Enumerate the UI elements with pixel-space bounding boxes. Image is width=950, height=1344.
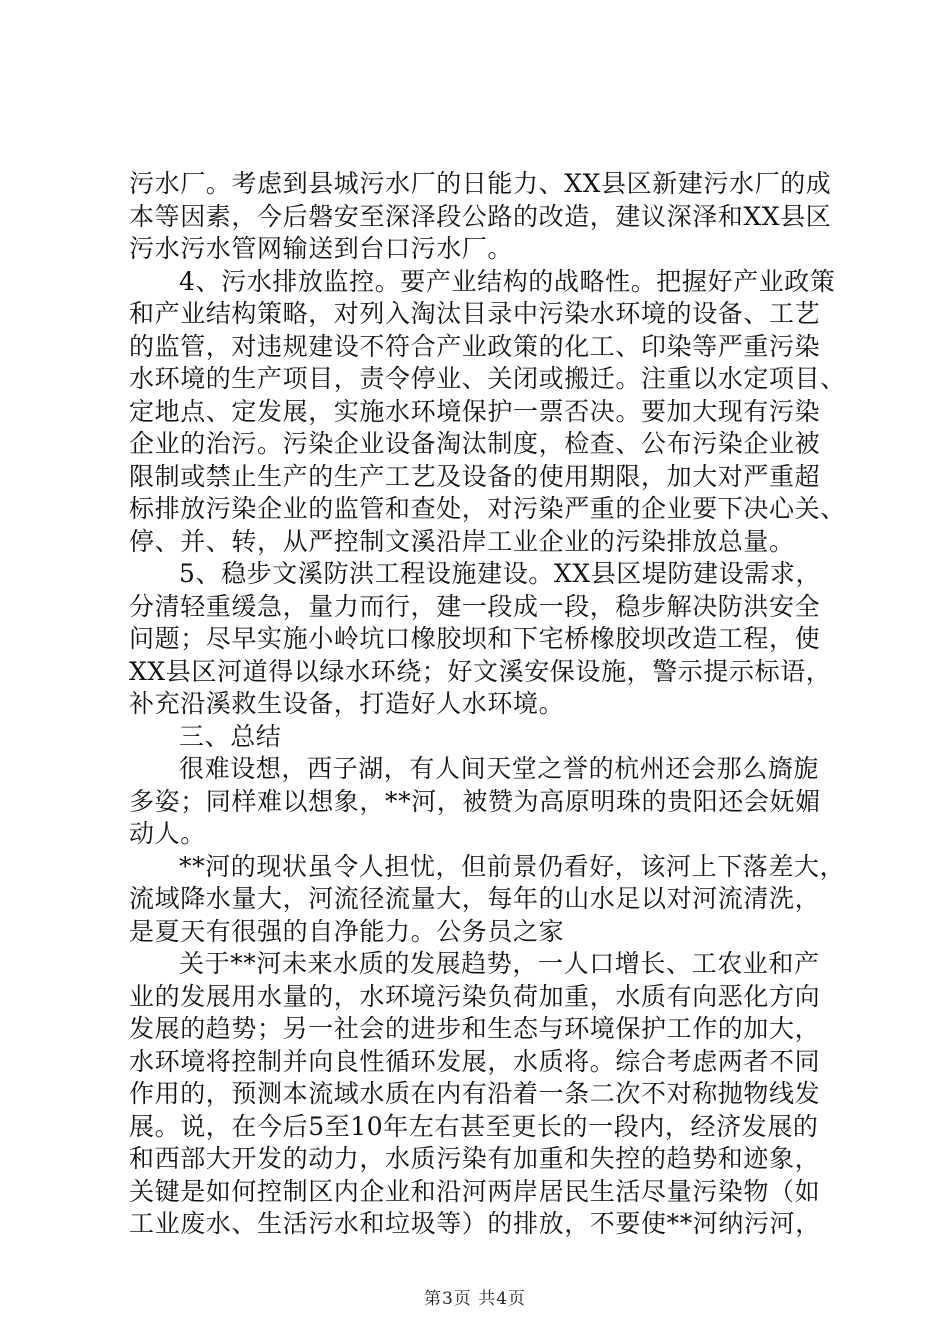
text-line: 补充沿溪救生设备，打造好人水环境。 bbox=[129, 689, 565, 718]
text-line: 关于**河未来水质的发展趋势，一人口增长、工农业和产 bbox=[179, 949, 820, 978]
text-line: 和西部大开发的动力，水质污染有加重和失控的趋势和迹象， bbox=[129, 1144, 821, 1173]
text-line: 工业废水、生活污水和垃圾等）的排放，不要使**河纳污河， bbox=[129, 1209, 821, 1238]
text-line: 5、稳步文溪防洪工程设施建设。XX县区堤防建设需求， bbox=[179, 559, 822, 588]
text-line: 水环境的生产项目，责令停业、关闭或搬迁。注重以水定项目、 bbox=[129, 364, 846, 393]
text-line: 限制或禁止生产的生产工艺及设备的使用期限，加大对严重超 bbox=[129, 461, 821, 491]
text-line: 展。说，在今后5至10年左右甚至更长的一段内，经济发展的 bbox=[129, 1111, 819, 1141]
text-line: **河的现状虽令人担忧，但前景仍看好，该河上下落差大， bbox=[179, 851, 846, 881]
text-line: 问题；尽早实施小岭坑口橡胶坝和下宅桥橡胶坝改造工程，使 bbox=[129, 624, 821, 653]
text-line: 本等因素，今后磐安至深泽段公路的改造，建议深泽和XX县区 bbox=[129, 201, 832, 231]
text-line: 4、污水排放监控。要产业结构的战略性。把握好产业政策 bbox=[179, 266, 836, 296]
text-line: 很难设想，西子湖，有人间天堂之誉的杭州还会那么旖旎 bbox=[179, 754, 820, 783]
text-line: 是夏天有很强的自净能力。公务员之家 bbox=[129, 916, 565, 946]
text-line: 停、并、转，从严控制文溪沿岸工业企业的污染排放总量。 bbox=[129, 526, 795, 556]
document-body bbox=[129, 168, 846, 1241]
text-line: 水环境将控制并向良性循环发展，水质将。综合考虑两者不同 bbox=[129, 1046, 821, 1076]
text-line: XX县区河道得以绿水环绕；好文溪安保设施，警示提示标语， bbox=[129, 656, 832, 686]
text-line: 三、总结 bbox=[179, 721, 282, 751]
text-line: 分清轻重缓急，量力而行，建一段成一段，稳步解决防洪安全 bbox=[129, 591, 821, 621]
text-line: 发展的趋势；另一社会的进步和生态与环境保护工作的加大， bbox=[129, 1014, 821, 1043]
text-line: 污水厂。考虑到县城污水厂的日能力、XX县区新建污水厂的成 bbox=[129, 169, 832, 198]
text-line: 流域降水量大，河流径流量大，每年的山水足以对河流清洗， bbox=[129, 884, 821, 913]
text-line: 的监管，对违规建设不符合产业政策的化工、印染等严重污染 bbox=[129, 331, 821, 361]
text-line: 定地点、定发展，实施水环境保护一票否决。要加大现有污染 bbox=[129, 396, 821, 426]
text-line: 企业的治污。污染企业设备淘汰制度，检查、公布污染企业被 bbox=[129, 429, 821, 458]
text-line: 关键是如何控制区内企业和沿河两岸居民生活尽量污染物（如 bbox=[129, 1176, 821, 1206]
text-line: 作用的，预测本流域水质在内有沿着一条二次不对称抛物线发 bbox=[129, 1079, 821, 1108]
text-line: 动人。 bbox=[129, 819, 206, 848]
text-line: 业的发展用水量的，水环境污染负荷加重，水质有向恶化方向 bbox=[129, 981, 821, 1011]
text-line: 和产业结构策略，对列入淘汰目录中污染水环境的设备、工艺 bbox=[129, 299, 821, 328]
text-line: 标排放污染企业的监管和查处，对污染严重的企业要下决心关、 bbox=[129, 494, 846, 523]
page-footer: 第3页 共4页 bbox=[423, 1289, 527, 1309]
text-line: 多姿；同样难以想象，**河，被赞为高原明珠的贵阳还会妩媚 bbox=[129, 786, 821, 816]
text-line: 污水污水管网输送到台口污水厂。 bbox=[129, 234, 514, 263]
